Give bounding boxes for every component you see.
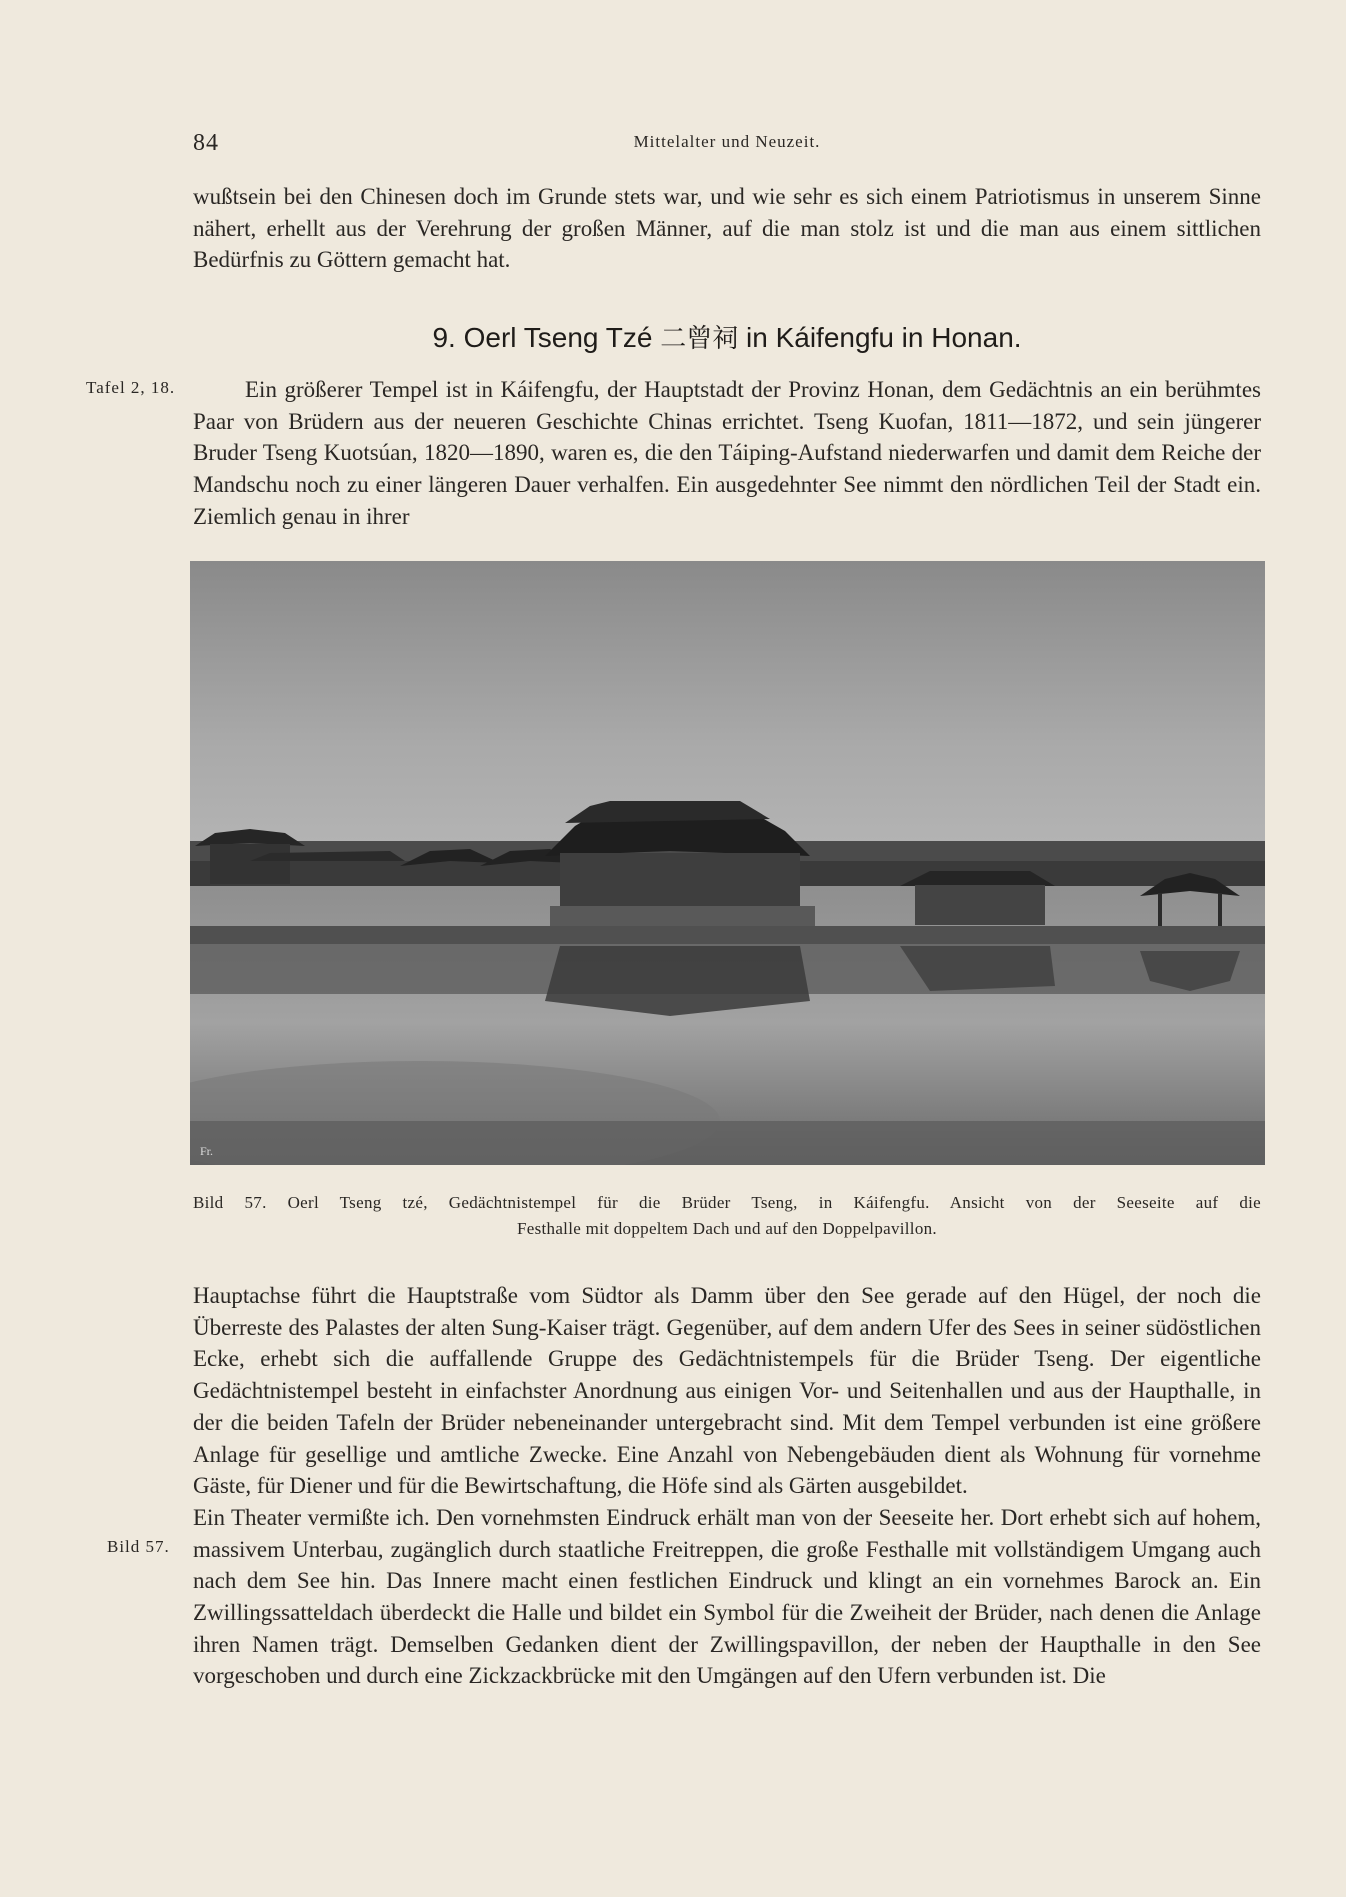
photographer-signature: Fr. (200, 1144, 214, 1158)
temple-photograph (190, 561, 1265, 1165)
paragraph-1-text: Ein größerer Tempel ist in Káifengfu, der Hauptstadt der Provinz Honan, dem Gedächtnis an ein berühmtes Paar von Brüdern aus der neueren Geschichte Chinas errichtet. Tseng Kuofan, 1811—1872, und sein jüngerer Bruder Tseng Kuotsúan, 1820—1890, waren es, die den Táiping-Aufstand niederwarfen und damit dem Reiche der Mandschu noch zu einer längeren Dauer verhalfen. Ein ausgedehnter See nimmt den nördlichen Teil der Stadt ein. Ziemlich genau in ihrer (193, 377, 1261, 529)
section-title-part2: in Káifengfu in Honan. (746, 322, 1022, 353)
section-number: 9. (432, 322, 456, 353)
caption-line-2: Festhalle mit doppeltem Dach und auf den Doppelpavillon. (517, 1219, 937, 1238)
margin-note-tafel: Tafel 2, 18. (86, 378, 176, 397)
section-heading (193, 318, 1261, 355)
intro-paragraph (193, 181, 1261, 276)
section-title-part1: Oerl Tseng Tzé (463, 322, 653, 353)
caption-line-1: Bild 57. Oerl Tseng tzé, Gedächtnistempel für die Brüder Tseng, in Káifengfu. Ansicht von der Seeseite auf die (193, 1193, 1261, 1212)
margin-note-bild: Bild 57. (107, 1537, 170, 1556)
running-title: Mittelalter und Neuzeit. (633, 132, 821, 151)
paragraph-2 (193, 1280, 1261, 1692)
figure-caption (193, 1190, 1261, 1242)
paragraph-2b-text: Ein Theater vermißte ich. Den vornehmsten Eindruck erhält man von der Seeseite her. Dort erhebt sich auf hohem, massivem Unterbau, zugänglich durch staatliche Freitreppen, die große Festhalle mit vollständigem Umgang auch nach dem See hin. Das Innere macht einen festlichen Eindruck und klingt an ein vornehmes Barock an. Ein Zwillingssatteldach überdeckt die Halle und bildet ein Symbol für die Zweiheit der Brüder, nach denen die Anlage ihren Namen trägt. Demselben Gedanken dient der Zwillingspavillon, der neben der Haupthalle in den See vorgeschoben und durch eine Zickzackbrücke mit den Umgängen auf den Ufern verbunden ist. Die (193, 1504, 1261, 1689)
temple-photo-illustration (190, 561, 1265, 1165)
intro-paragraph-text: wußtsein bei den Chinesen doch im Grunde stets war, und wie sehr es sich einem Patriotismus in unserem Sinne nähert, erhellt aus der Verehrung der großen Männer, auf die man stolz ist und die man aus einem sittlichen Bedürfnis zu Göttern gemacht hat. (193, 184, 1261, 273)
paragraph-1 (193, 374, 1261, 533)
section-chinese-title: 二曾祠 (660, 324, 739, 354)
paragraph-2a-text: Hauptachse führt die Hauptstraße vom Südtor als Damm über den See gerade auf den Hügel, der noch die Überreste des Palastes der alten Sung-Kaiser trägt. Gegenüber, auf dem andern Ufer des Sees in seiner südöstlichen Ecke, erhebt sich die auffallende Gruppe des Gedächtnistempels für die Brüder Tseng. Der eigentliche Gedächtnistempel besteht in einfachster Anordnung aus einigen Vor- und Seitenhallen und aus der Haupthalle, in der die beiden Tafeln der Brüder nebeneinander untergebracht sind. Mit dem Tempel verbunden ist eine größere Anlage für gesellige und amtliche Zwecke. Eine Anzahl von Nebengebäuden dient als Wohnung für vornehme Gäste, für Diener und für die Bewirtschaftung, die Höfe sind als Gärten ausgebildet. (193, 1283, 1261, 1499)
running-head (193, 128, 1261, 158)
page-number: 84 (193, 130, 219, 156)
